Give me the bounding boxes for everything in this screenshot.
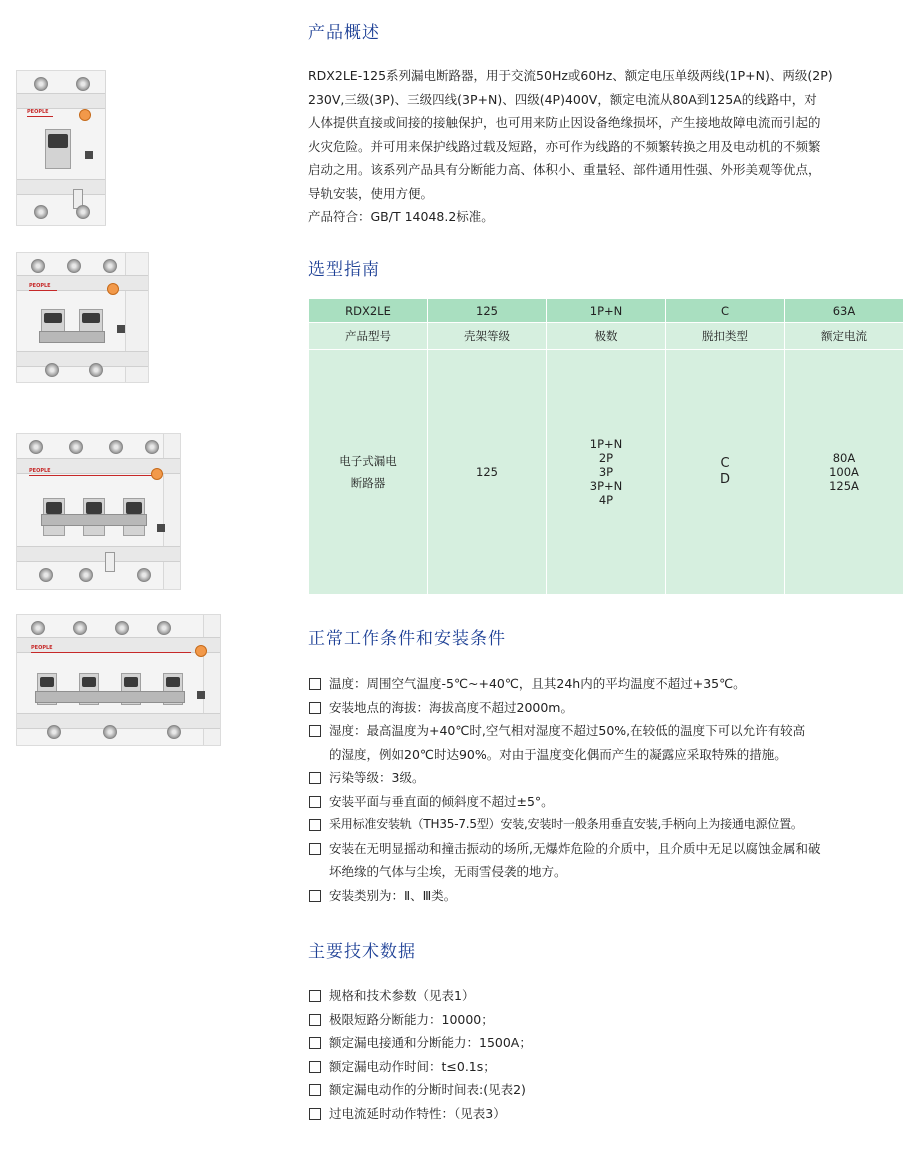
product-image-1p-n: [16, 70, 106, 226]
checkbox-icon: [309, 890, 321, 902]
standard-line: 产品符合：GB/T 14048.2标准。: [308, 209, 494, 224]
product-image-2p: [16, 252, 149, 383]
list-item: [308, 1008, 913, 1032]
table-cell: 1P+N: [547, 299, 666, 323]
overview-line: RDX2LE-125系列漏电断路器，用于交流50Hz或60Hz、额定电压单级两线(1P+N)、两级(2P): [308, 68, 833, 83]
list-item-text: 额定漏电动作的分断时间表:(见表2): [329, 1082, 526, 1097]
checkbox-icon: [309, 819, 321, 831]
list-item-text: 安装地点的海拔：海拔高度不超过2000m。: [329, 699, 573, 715]
list-item: [308, 1078, 913, 1102]
list-item: [308, 1031, 913, 1055]
list-item-text: 安装类别为：Ⅱ、Ⅲ类。: [329, 887, 457, 903]
table-cell: 125: [428, 299, 547, 323]
trip-option: D: [719, 472, 730, 487]
table-cell: C: [666, 299, 785, 323]
current-option: 80A: [832, 451, 856, 465]
table-cell: 63A: [785, 299, 904, 323]
overview-paragraph: [308, 64, 908, 229]
overview-line: 230V,三级(3P)、三级四线(3P+N)、四级(4P)400V，额定电流从80A到125A的线路中，对: [308, 91, 817, 107]
checkbox-icon: [309, 1108, 321, 1120]
list-item-text: 坏绝缘的气体与尘埃，无雨雪侵袭的地方。: [329, 864, 567, 879]
pole-option: 3P: [598, 465, 614, 479]
list-item-text: 湿度：最高温度为+40℃时,空气相对湿度不超过50%,在较低的温度下可以允许有较高: [329, 723, 806, 738]
list-item-text: 极限短路分断能力：10000；: [329, 1011, 494, 1027]
product-image-3p: [16, 433, 181, 590]
checkbox-icon: [309, 678, 321, 690]
list-item: [308, 1102, 913, 1126]
checkbox-icon: [309, 796, 321, 808]
tech-list: [308, 984, 913, 1125]
overview-line: 导轨安装，使用方便。: [308, 185, 434, 201]
checkbox-icon: [309, 1014, 321, 1026]
trip-option: C: [720, 456, 730, 471]
checkbox-icon: [309, 1084, 321, 1096]
list-item-text: 安装平面与垂直面的倾斜度不超过±5°。: [329, 793, 554, 809]
list-item: [308, 813, 913, 837]
list-item-text: 温度：周围空气温度-5℃~+40℃，且其24h内的平均温度不超过+35℃。: [329, 676, 746, 691]
checkbox-icon: [309, 990, 321, 1002]
list-item-text: 污染等级：3级。: [329, 770, 425, 785]
checkbox-icon: [309, 1061, 321, 1073]
selection-table: [308, 298, 904, 595]
table-header-row: [309, 299, 904, 323]
list-item-text: 额定漏电动作时间：t≤0.1s；: [329, 1058, 496, 1074]
brand-logo: PEOPLE: [29, 283, 51, 289]
product-type-line: 断路器: [350, 476, 386, 490]
product-image-4p: [16, 614, 221, 746]
list-item: [308, 672, 913, 696]
brand-logo: PEOPLE: [31, 645, 53, 651]
section-title-tech: 主要技术数据: [308, 942, 416, 962]
overview-line: 火灾危险。并可用来保护线路过载及短路，亦可作为线路的不频繁转换之用及电动机的不频繁: [308, 138, 821, 154]
checkbox-icon: [309, 843, 321, 855]
section-title-conditions: 正常工作条件和安装条件: [308, 629, 506, 649]
table-cell: 极数: [547, 323, 666, 350]
list-item: [308, 1055, 913, 1079]
list-item-text: 额定漏电接通和分断能力：1500A；: [329, 1035, 532, 1050]
list-item: [308, 766, 913, 790]
current-option: 125A: [829, 479, 859, 493]
table-cell-frame: 125: [428, 350, 547, 595]
list-item: [308, 884, 913, 908]
list-item-text: 规格和技术参数（见表1）: [329, 988, 475, 1003]
table-cell: 壳架等级: [428, 323, 547, 350]
list-item: [308, 790, 913, 814]
list-item-text: 的湿度，例如20℃时达90%。对由于温度变化偶而产生的凝露应采取特殊的措施。: [329, 746, 787, 762]
list-item-text: 采用标准安装轨（TH35-7.5型）安装,安装时一般条用垂直安装,手柄向上为接通电源位置。: [329, 817, 803, 831]
section-title-selection: 选型指南: [308, 260, 380, 280]
table-cell: 额定电流: [785, 323, 904, 350]
handle-lever: [45, 129, 71, 169]
table-cell: 脱扣类型: [666, 323, 785, 350]
list-item: [308, 837, 913, 884]
table-cell-trip: [666, 350, 785, 595]
list-item-text: 过电流延时动作特性：（见表3）: [329, 1105, 506, 1121]
section-title-overview: 产品概述: [308, 23, 380, 43]
table-cell-product: [309, 350, 428, 595]
table-cell: 产品型号: [309, 323, 428, 350]
list-item: [308, 984, 913, 1008]
current-option: 100A: [829, 465, 859, 479]
checkbox-icon: [309, 702, 321, 714]
overview-line: 人体提供直接或间接的接触保护，也可用来防止因设备绝缘损坏，产生接地故障电流而引起的: [308, 115, 821, 130]
pole-option: 2P: [598, 451, 614, 465]
table-cell-poles: [547, 350, 666, 595]
table-cell-current: [785, 350, 904, 595]
table-cell: RDX2LE: [309, 299, 428, 323]
checkbox-icon: [309, 1037, 321, 1049]
pole-option: 4P: [598, 493, 614, 507]
list-item: [308, 719, 913, 766]
checkbox-icon: [309, 725, 321, 737]
list-item-text: 安装在无明显摇动和撞击振动的场所,无爆炸危险的介质中，且介质中无足以腐蚀金属和破: [329, 840, 821, 856]
checkbox-icon: [309, 772, 321, 784]
brand-logo: PEOPLE: [27, 109, 49, 115]
conditions-list: [308, 672, 913, 907]
pole-option: 3P+N: [589, 479, 623, 493]
overview-line: 启动之用。该系列产品具有分断能力高、体积小、重量轻、部件通用性强、外形美观等优点，: [308, 162, 821, 177]
table-label-row: [309, 323, 904, 350]
brand-logo: PEOPLE: [29, 468, 51, 474]
list-item: [308, 696, 913, 720]
table-row: [309, 350, 904, 595]
product-type-line: 电子式漏电: [339, 454, 397, 468]
pole-option: 1P+N: [589, 437, 623, 451]
